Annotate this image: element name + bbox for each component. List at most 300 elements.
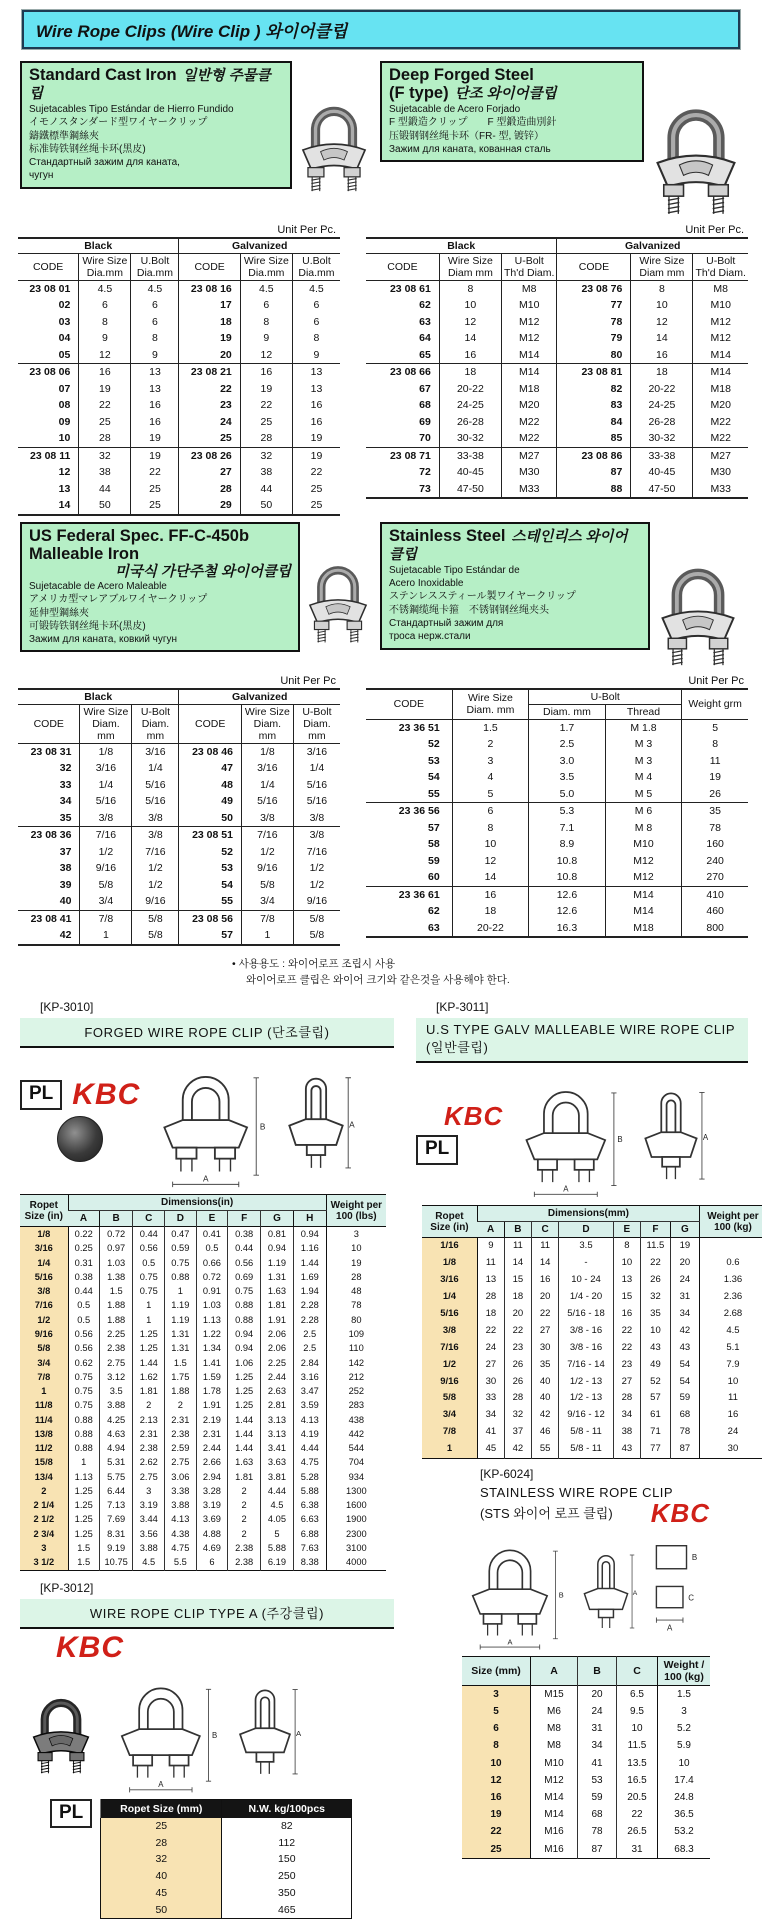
table-cell: 0.88 xyxy=(228,1298,261,1312)
table-cell: 3/4 xyxy=(422,1407,477,1424)
table-cell: 7/8 xyxy=(20,1370,68,1384)
table-cell xyxy=(699,1238,762,1255)
product-subtitle: (F type) xyxy=(389,84,449,102)
table-row xyxy=(20,1241,386,1255)
table-cell: 9 xyxy=(131,347,179,364)
table-cell: 142 xyxy=(326,1356,386,1370)
kp3012-weight-table xyxy=(100,1799,352,1919)
table-cell: 63 xyxy=(366,314,439,330)
table-cell: 16 xyxy=(699,1407,762,1424)
table-cell: 10 xyxy=(613,1255,640,1272)
table-cell: 1/4 xyxy=(293,760,340,776)
table-cell: 46 xyxy=(532,1424,559,1441)
table-cell: 1.44 xyxy=(133,1356,165,1370)
table-cell: 43 xyxy=(613,1441,640,1458)
table-cell: 5/16 - 18 xyxy=(559,1306,613,1323)
desc-line: Sujetacable Tipo Estándar de xyxy=(389,564,641,577)
table-cell: 5.88 xyxy=(261,1541,294,1555)
table-row xyxy=(18,314,340,330)
table-cell: 1/8 xyxy=(80,743,132,760)
table-cell: 1.59 xyxy=(196,1370,228,1384)
table-cell: 1.22 xyxy=(196,1327,228,1341)
table-cell: 22 xyxy=(462,1823,531,1840)
table-cell: 2.94 xyxy=(196,1470,228,1484)
table-row xyxy=(366,347,748,364)
table-cell: 10 xyxy=(658,1755,711,1772)
table-cell: 4 xyxy=(452,769,529,785)
table-cell: 2 xyxy=(133,1398,165,1412)
table-cell: 33 xyxy=(18,777,80,793)
table-cell: 8 xyxy=(439,281,501,298)
col-header-B: B xyxy=(504,1222,531,1238)
table-cell: 1.16 xyxy=(293,1241,326,1255)
table-cell: 07 xyxy=(18,381,79,397)
table-cell: 14 xyxy=(439,330,501,346)
product-row-2 xyxy=(20,522,748,670)
table-cell: 31 xyxy=(670,1289,699,1306)
col-header-wire-size: Wire Size Diam. mm xyxy=(80,704,132,743)
table-cell: 7/8 xyxy=(422,1424,477,1441)
table-cell: 3/4 xyxy=(80,893,132,910)
table-cell: 4.94 xyxy=(99,1441,133,1455)
table-cell: 52 xyxy=(640,1373,670,1390)
table-cell: 50 xyxy=(179,810,241,827)
table-cell: 4.13 xyxy=(293,1413,326,1427)
note-line: 와이어로프 클립은 와이어 크기와 같은것을 사용해야 한다. xyxy=(246,972,750,988)
table-cell: 5 xyxy=(261,1527,294,1541)
table-cell: 8 xyxy=(613,1238,640,1255)
table-cell: 5/8 - 11 xyxy=(559,1424,613,1441)
table-cell: M16 xyxy=(531,1823,578,1840)
table-cell: 2.31 xyxy=(196,1427,228,1441)
table-cell: M33 xyxy=(501,481,557,498)
table-cell: 42 xyxy=(670,1323,699,1340)
kp3011-band-line1: U.S TYPE GALV MALLEABLE WIRE ROPE CLIP xyxy=(426,1022,738,1037)
table-cell: M14 xyxy=(501,364,557,381)
table-cell: 38 xyxy=(240,464,292,480)
table-cell: 1 xyxy=(241,927,293,944)
table-cell: 1.25 xyxy=(133,1327,165,1341)
table-cell: 1.44 xyxy=(228,1427,261,1441)
table-cell: 350 xyxy=(222,1885,352,1902)
table-cell: 23 xyxy=(179,397,240,413)
table-cell: 3/8 - 16 xyxy=(559,1323,613,1340)
table-row xyxy=(101,1885,352,1902)
table-cell: 11 xyxy=(532,1238,559,1255)
forged-table-body xyxy=(366,281,748,499)
table-cell: 10.8 xyxy=(529,869,606,886)
table-cell: 10 xyxy=(326,1241,386,1255)
table-row xyxy=(366,753,748,769)
table-cell: M22 xyxy=(693,430,748,447)
desc-line: Sujetacables Tipo Estándar de Hierro Fundido xyxy=(29,103,283,116)
table-cell: 17.4 xyxy=(658,1772,711,1789)
table-cell: 79 xyxy=(557,330,631,346)
table-cell: 4.13 xyxy=(165,1512,197,1526)
table-cell: 10 xyxy=(631,297,693,313)
clip-drawing-front xyxy=(509,1067,627,1201)
table-cell: 30 xyxy=(477,1373,504,1390)
table-row xyxy=(366,803,748,820)
table-row xyxy=(18,297,340,313)
table-cell: 18 xyxy=(504,1289,531,1306)
col-header-galvanized: Galvanized xyxy=(179,238,340,254)
desc-line: 鑄鐵標準鋼絲夾 xyxy=(29,130,283,143)
table-cell: 0.94 xyxy=(228,1327,261,1341)
col-header-D: D xyxy=(165,1211,197,1227)
table-cell: 18 xyxy=(452,903,529,919)
table-cell: 26-28 xyxy=(439,414,501,430)
table-cell: 23 08 41 xyxy=(18,910,80,927)
table-cell: 5.28 xyxy=(293,1470,326,1484)
product-title-ko: 단조 와이어클립 xyxy=(455,86,557,102)
table-cell: 27 xyxy=(532,1323,559,1340)
table-cell: 1 xyxy=(80,927,132,944)
table-cell: 26-28 xyxy=(631,414,693,430)
pl-logo: PL xyxy=(416,1135,458,1165)
table-cell: 54 xyxy=(670,1356,699,1373)
table-cell: 6 xyxy=(292,297,340,313)
table-cell: 4000 xyxy=(326,1555,386,1570)
table-cell: 1.81 xyxy=(261,1298,294,1312)
table-cell: 24-25 xyxy=(631,397,693,413)
table-cell: 45 xyxy=(477,1441,504,1458)
table-cell: M20 xyxy=(501,397,557,413)
table-cell: 410 xyxy=(682,886,748,903)
table-cell: 49 xyxy=(640,1356,670,1373)
col-header-C: C xyxy=(133,1211,165,1227)
table-cell: - xyxy=(559,1255,613,1272)
table-cell: 65 xyxy=(366,347,439,364)
table-cell: 6 xyxy=(131,314,179,330)
table-cell: 23 08 86 xyxy=(557,447,631,464)
table-cell: 43 xyxy=(640,1340,670,1357)
table-cell: 2.68 xyxy=(699,1306,762,1323)
table-row xyxy=(20,1270,386,1284)
table-cell: 18 xyxy=(439,364,501,381)
table-cell: 3/8 xyxy=(422,1323,477,1340)
table-cell: 02 xyxy=(18,297,79,313)
table-cell: 28 xyxy=(101,1834,222,1851)
table-cell: 20 xyxy=(670,1255,699,1272)
table-cell: 17 xyxy=(179,297,240,313)
table-cell: 2.75 xyxy=(133,1470,165,1484)
table-cell: 240 xyxy=(682,853,748,869)
usage-notes xyxy=(232,956,750,989)
table-cell: 9.5 xyxy=(617,1703,658,1720)
malleable-table-body xyxy=(18,743,340,944)
standard-cast-iron-table xyxy=(18,237,340,516)
table-row xyxy=(422,1407,762,1424)
table-cell: 59 xyxy=(670,1390,699,1407)
table-cell: 7/16 xyxy=(241,827,293,844)
table-cell: 35 xyxy=(640,1306,670,1323)
table-cell: 5.0 xyxy=(529,786,606,803)
table-row xyxy=(366,281,748,298)
table-cell: 13 xyxy=(613,1272,640,1289)
kp3010-dimensions-table xyxy=(20,1194,386,1570)
table-cell: 20.5 xyxy=(617,1789,658,1806)
table-cell: 2.31 xyxy=(165,1413,197,1427)
table-cell: 1/2 xyxy=(293,877,340,893)
table-cell: 3.63 xyxy=(261,1455,294,1469)
table-cell: 8 xyxy=(452,820,529,836)
table-row xyxy=(18,927,340,944)
table-cell: 3.13 xyxy=(261,1427,294,1441)
table-cell: 3.69 xyxy=(196,1512,228,1526)
table-cell: 22 xyxy=(504,1323,531,1340)
table-cell: 37 xyxy=(504,1424,531,1441)
table-cell: 23 08 36 xyxy=(18,827,80,844)
table-cell: 48 xyxy=(179,777,241,793)
table-cell: 0.75 xyxy=(165,1256,197,1270)
table-cell: 0.97 xyxy=(99,1241,133,1255)
table-cell: 53 xyxy=(578,1772,617,1789)
table-cell: 25 xyxy=(131,481,179,497)
product-title-ko: 일반형 주물클립 xyxy=(29,68,271,102)
product-card-malleable-iron xyxy=(20,522,376,653)
table-cell: 7/8 xyxy=(80,910,132,927)
table-cell: 1.44 xyxy=(228,1441,261,1455)
table-cell: 11 xyxy=(682,753,748,769)
table-cell: 0.75 xyxy=(68,1398,99,1412)
table-cell: 1.63 xyxy=(228,1455,261,1469)
table-row xyxy=(366,769,748,785)
table-cell: 5/16 xyxy=(293,777,340,793)
table-cell: 1.36 xyxy=(699,1272,762,1289)
table-cell: 32 xyxy=(240,447,292,464)
table-row xyxy=(18,447,340,464)
table-cell: M14 xyxy=(693,347,748,364)
product-title-ko: 미국식 가단주철 와이어클립 xyxy=(35,564,291,580)
table-cell: 34 xyxy=(613,1407,640,1424)
table-cell: 13/8 xyxy=(20,1427,68,1441)
table-cell: M12 xyxy=(501,330,557,346)
table-cell: 0.81 xyxy=(261,1227,294,1242)
table-row xyxy=(366,481,748,498)
wire-rope-clip-image xyxy=(300,548,376,648)
kbc-logo: KBC xyxy=(651,1500,710,1526)
table-cell: 54 xyxy=(179,877,241,893)
col-header-ubolt: U.Bolt Dia.mm xyxy=(131,254,179,281)
table-cell: 1.5 xyxy=(165,1356,197,1370)
table-cell: 40 xyxy=(532,1373,559,1390)
clip-drawing-front xyxy=(146,1052,270,1190)
table-cell: 465 xyxy=(222,1901,352,1918)
desc-line: Sujetacable de Acero Forjado xyxy=(389,103,635,116)
product-title xyxy=(29,66,283,103)
table-row xyxy=(18,860,340,876)
table-cell: 25 xyxy=(131,497,179,514)
table-cell: 3 1/2 xyxy=(20,1555,68,1570)
col-header-galvanized: Galvanized xyxy=(179,689,340,705)
table-cell: 2.36 xyxy=(699,1289,762,1306)
table-cell: 16 xyxy=(439,347,501,364)
kp6024-figures xyxy=(456,1528,748,1652)
table-cell: 2.75 xyxy=(99,1356,133,1370)
col-header-code: CODE xyxy=(557,254,631,281)
product-title-en: Stainless Steel xyxy=(389,527,505,545)
table-cell: 28 xyxy=(240,430,292,447)
table-cell: 7.63 xyxy=(293,1541,326,1555)
desc-line: 可锻铸铁钢丝绳卡环(黑皮) xyxy=(29,620,291,633)
table-cell: 67 xyxy=(366,381,439,397)
table-cell: 1.13 xyxy=(196,1313,228,1327)
table-cell: 78 xyxy=(326,1298,386,1312)
table-row xyxy=(101,1901,352,1918)
table-cell: 4.5 xyxy=(131,281,179,298)
table-cell: 13 xyxy=(18,481,79,497)
table-cell: 4.75 xyxy=(165,1541,197,1555)
col-header-weight: Weight grm xyxy=(682,689,748,720)
table-cell: M14 xyxy=(605,903,682,919)
table-cell: 4.19 xyxy=(293,1427,326,1441)
table-cell: 25 xyxy=(179,430,240,447)
table-cell: 0.44 xyxy=(228,1241,261,1255)
table-cell: 1/2 xyxy=(132,860,179,876)
table-cell: 53.2 xyxy=(658,1823,711,1840)
table-cell: 11 xyxy=(699,1390,762,1407)
table-cell: 1.88 xyxy=(99,1313,133,1327)
product-title-en2 xyxy=(389,84,635,102)
table-cell: 1.5 xyxy=(68,1555,99,1570)
table-cell: 14 xyxy=(452,869,529,886)
table-cell: 1.91 xyxy=(196,1398,228,1412)
table-cell: 0.5 xyxy=(68,1298,99,1312)
desc-line: Acero Inoxidable xyxy=(389,577,641,590)
table-cell: 3/8 xyxy=(80,810,132,827)
table-cell: 25 xyxy=(292,497,340,514)
clip-drawing-front xyxy=(456,1528,568,1652)
col-header-weight: Weight per 100 (lbs) xyxy=(326,1195,386,1227)
table-cell: 3.88 xyxy=(99,1398,133,1412)
table-cell: 36.5 xyxy=(658,1806,711,1823)
table-cell: 78 xyxy=(682,820,748,836)
table-cell: 3 xyxy=(658,1703,711,1720)
table-cell: 9/16 xyxy=(132,893,179,910)
table-row xyxy=(101,1834,352,1851)
table-cell: 7/16 xyxy=(422,1340,477,1357)
table-cell: 58 xyxy=(366,836,452,852)
table-cell: 5/16 xyxy=(80,793,132,809)
table-cell: 0.62 xyxy=(68,1356,99,1370)
table-row xyxy=(20,1498,386,1512)
table-cell: 3/16 xyxy=(241,760,293,776)
table-cell: M30 xyxy=(693,464,748,480)
table-cell: 78 xyxy=(557,314,631,330)
table-cell: 6 xyxy=(196,1555,228,1570)
table-row xyxy=(366,903,748,919)
table-row xyxy=(462,1703,710,1720)
table-row xyxy=(366,920,748,937)
col-header-code: CODE xyxy=(366,254,439,281)
product-title-en: Deep Forged Steel xyxy=(389,66,635,84)
table-cell: 1.03 xyxy=(196,1298,228,1312)
kp3010-logos xyxy=(20,1080,140,1162)
kbc-logo: KBC xyxy=(72,1080,140,1110)
clip-photo xyxy=(24,1682,98,1778)
table-cell: 5/8 xyxy=(20,1341,68,1355)
table-cell: 11/2 xyxy=(20,1441,68,1455)
table-cell: 11.5 xyxy=(617,1737,658,1754)
table-cell: 1.31 xyxy=(261,1270,294,1284)
table-cell: 12 xyxy=(631,314,693,330)
table-cell: M22 xyxy=(501,414,557,430)
table-cell: 0.75 xyxy=(133,1270,165,1284)
table-cell: 80 xyxy=(557,347,631,364)
table-cell: 35 xyxy=(532,1356,559,1373)
table-cell: 59 xyxy=(366,853,452,869)
table-cell: 0.72 xyxy=(196,1270,228,1284)
table-cell: 0.38 xyxy=(68,1270,99,1284)
table-cell: 30 xyxy=(699,1441,762,1458)
table-row xyxy=(20,1398,386,1412)
table-cell: 13 xyxy=(131,381,179,397)
table-row xyxy=(422,1323,762,1340)
table-cell: 25 xyxy=(240,414,292,430)
table-cell: 12 xyxy=(240,347,292,364)
table-cell: 28 xyxy=(477,1289,504,1306)
table-row xyxy=(18,893,340,910)
table-cell: 252 xyxy=(326,1384,386,1398)
table-row xyxy=(20,1555,386,1570)
kp-sections xyxy=(20,996,748,1919)
table-cell: 20-22 xyxy=(439,381,501,397)
table-cell: 2 xyxy=(165,1398,197,1412)
table-cell: 6.19 xyxy=(261,1555,294,1570)
table-cell: 112 xyxy=(222,1834,352,1851)
table-cell: 19 xyxy=(131,430,179,447)
table-cell: 5/8 - 11 xyxy=(559,1441,613,1458)
col-header-code: CODE xyxy=(18,254,79,281)
table-cell: 7.9 xyxy=(699,1356,762,1373)
table-cell: M18 xyxy=(501,381,557,397)
table-cell: 2 xyxy=(228,1498,261,1512)
table-cell: 1/4 xyxy=(132,760,179,776)
kp6024-tag: [KP-6024] xyxy=(480,1467,748,1481)
wire-rope-clip-image xyxy=(292,87,376,197)
table-cell: 80 xyxy=(326,1313,386,1327)
table-row xyxy=(20,1298,386,1312)
table-cell: 9.19 xyxy=(99,1541,133,1555)
table-cell: 52 xyxy=(179,844,241,860)
table-cell: 47 xyxy=(179,760,241,776)
table-cell: 2.25 xyxy=(99,1327,133,1341)
table-cell: 1/16 xyxy=(422,1238,477,1255)
table-cell: 3/8 - 16 xyxy=(559,1340,613,1357)
table-row xyxy=(18,844,340,860)
table-cell: 442 xyxy=(326,1427,386,1441)
table-cell: 1/2 xyxy=(241,844,293,860)
table-cell: 1.7 xyxy=(529,719,606,736)
clip-drawing-side xyxy=(633,1067,709,1201)
table-cell: 24 xyxy=(699,1424,762,1441)
table-cell: 40-45 xyxy=(631,464,693,480)
table-cell: 6.44 xyxy=(99,1484,133,1498)
table-cell: 68 xyxy=(578,1806,617,1823)
table-cell: 4.5 xyxy=(292,281,340,298)
table-cell: 23 08 26 xyxy=(179,447,240,464)
col-header-B: B xyxy=(578,1656,617,1685)
table-cell: 84 xyxy=(557,414,631,430)
page-title: Wire Rope Clips (Wire Clip ) 와이어클립 xyxy=(22,10,740,49)
table-cell: 0.59 xyxy=(165,1241,197,1255)
table-row xyxy=(20,1370,386,1384)
table-cell: 3/8 xyxy=(241,810,293,827)
kp3011-dimensions-table xyxy=(422,1205,762,1459)
col-header-A: A xyxy=(68,1211,99,1227)
table-cell: 1.88 xyxy=(99,1298,133,1312)
